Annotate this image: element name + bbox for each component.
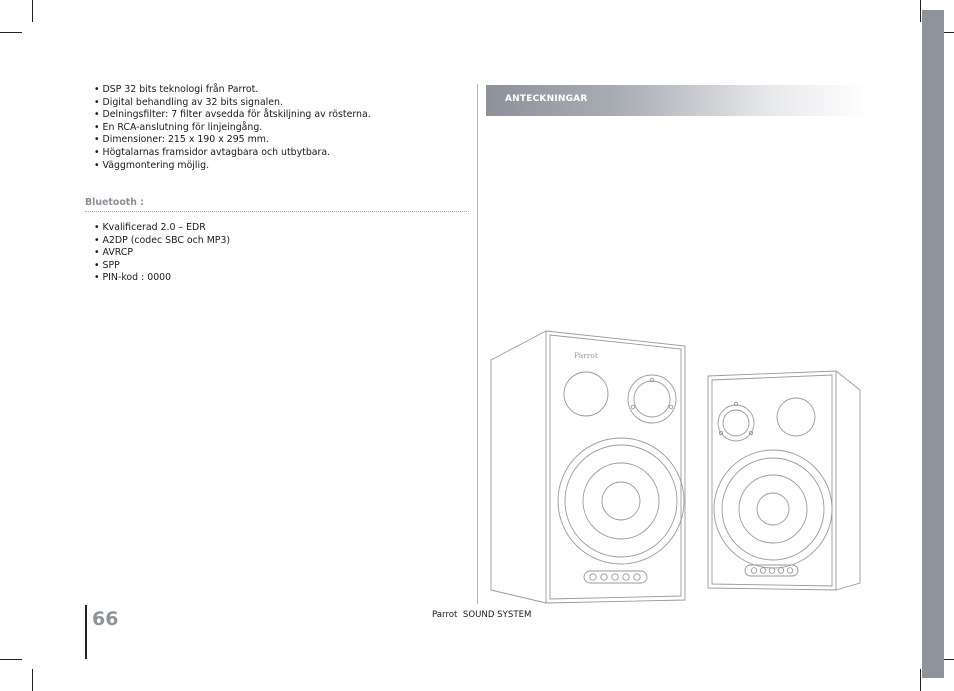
bluetooth-heading: Bluetooth : xyxy=(85,197,144,208)
list-item: • DSP 32 bits teknologi från Parrot. xyxy=(94,84,371,97)
list-item: • Delningsfilter: 7 filter avsedda för åtskiljning av rösterna. xyxy=(94,109,371,122)
list-item: • PIN-kod : 0000 xyxy=(94,272,230,285)
footer-text xyxy=(432,610,531,620)
crop-mark xyxy=(0,659,22,660)
feature-list xyxy=(94,84,371,172)
crop-mark xyxy=(32,0,33,22)
bluetooth-list xyxy=(94,222,230,285)
list-item: • Dimensioner: 215 x 190 x 295 mm. xyxy=(94,134,371,147)
list-item: • En RCA-anslutning för linjeingång. xyxy=(94,122,371,135)
brand-label: Parrot xyxy=(574,351,598,360)
notes-title: ANTECKNINGAR xyxy=(505,94,588,104)
crop-mark xyxy=(32,669,33,691)
speaker-large xyxy=(491,331,685,603)
crop-mark xyxy=(920,669,921,691)
page-number-rule xyxy=(85,605,87,659)
list-item: • Väggmontering möjlig. xyxy=(94,160,371,173)
list-item: • Digital behandling av 32 bits signalen. xyxy=(94,97,371,110)
crop-mark xyxy=(0,32,22,33)
notes-header xyxy=(486,85,870,116)
list-item: • Kvalificerad 2.0 – EDR xyxy=(94,222,230,235)
list-item: • Högtalarnas framsidor avtagbara och utbytbara. xyxy=(94,147,371,160)
speakers-illustration xyxy=(488,328,862,608)
speaker-small xyxy=(708,371,860,590)
footer-product: SOUND SYSTEM xyxy=(462,610,532,620)
footer-brand: Parrot xyxy=(432,610,458,620)
list-item: • AVRCP xyxy=(94,247,230,260)
dotted-divider xyxy=(85,211,469,212)
list-item: • SPP xyxy=(94,260,230,273)
page-number: 66 xyxy=(92,608,119,630)
list-item: • A2DP (codec SBC och MP3) xyxy=(94,235,230,248)
crop-mark xyxy=(920,0,921,22)
column-divider xyxy=(477,84,478,604)
page-edge-tab xyxy=(922,10,944,678)
